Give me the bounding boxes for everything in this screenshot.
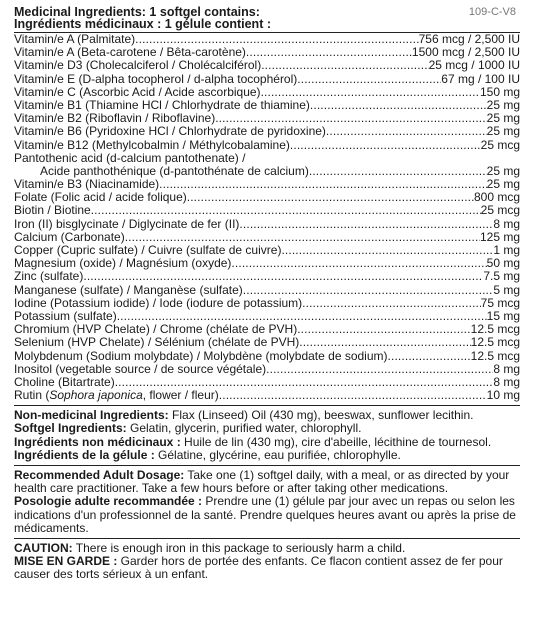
ingredient-amount: 7.5 mg	[483, 270, 520, 284]
leader-dots	[309, 165, 487, 178]
ingredient-row	[14, 46, 520, 59]
ingredient-amount: 25 mg	[486, 178, 520, 192]
ingredient-row	[14, 59, 520, 72]
leader-dots	[219, 389, 487, 402]
leader-dots	[231, 257, 486, 270]
ingredient-amount: 12.5 mcg	[470, 323, 520, 337]
leader-dots	[261, 59, 428, 72]
ingredient-name: Potassium (sulfate)	[14, 309, 117, 323]
ingredient-row	[14, 336, 520, 349]
rutin-latin-name: Sophora japonica	[49, 389, 143, 403]
leader-dots	[91, 204, 481, 217]
ingredient-row	[14, 270, 520, 283]
leader-dots	[266, 363, 493, 376]
ingredient-row	[14, 33, 520, 46]
leader-dots	[388, 350, 471, 363]
ingredient-row	[14, 389, 520, 402]
ingredient-amount: 8 mg	[493, 362, 520, 376]
ingredient-name: Chromium (HVP Chelate) / Chrome (chélate de PVH)	[14, 323, 298, 337]
caution-section	[14, 542, 520, 582]
ingredient-row	[14, 376, 520, 389]
ingredient-name: Calcium (Carbonate)	[14, 230, 125, 244]
section-divider	[14, 405, 520, 406]
product-code: 109-C-V8	[468, 6, 516, 18]
ingredient-name: Vitamin/e B3 (Niacinamide)	[14, 178, 160, 192]
leader-dots	[135, 33, 418, 46]
ingredient-name: Copper (Cupric sulfate) / Cuivre (sulfate de cuivre)	[14, 244, 282, 257]
dosage-en: Recommended Adult Dosage: Take one (1) softgel daily, with a meal, or as directed by your health care practitioner. Take a few hours before or after taking other medications.	[14, 468, 510, 496]
medicinal-ingredients-list	[14, 33, 520, 402]
ingredient-name: Vitamin/e B2 (Riboflavin / Riboflavine)	[14, 112, 216, 126]
ingredient-row	[14, 231, 520, 244]
ingredient-name: Folate (Folic acid / acide folique)	[14, 191, 187, 205]
ingredient-name: Acide panthothénique (d-pantothénate de calcium)	[40, 164, 309, 178]
ingredient-row	[14, 257, 520, 270]
section-divider	[14, 538, 520, 539]
ingredient-name: Rutin (Sophora japonica, flower / fleur)	[14, 389, 219, 403]
softgel-ingredients-en: Softgel Ingredients: Gelatin, glycerin, purified water, chlorophyll.	[14, 421, 362, 436]
ingredient-amount: 25 mg	[486, 164, 520, 178]
dosage-fr: Posologie adulte recommandée : Prendre une (1) gélule par jour avec un repas ou selon les indications d'un professionnel de la santé. Prendre quelques heures avant ou après la prise de médicaments.	[14, 494, 516, 535]
leader-dots	[302, 297, 480, 310]
ingredient-amount: 10 mg	[486, 389, 520, 403]
ingredient-row	[14, 323, 520, 336]
leader-dots	[261, 86, 480, 99]
ingredient-amount: 25 mg	[486, 98, 520, 112]
leader-dots	[281, 244, 493, 257]
leader-dots	[326, 125, 487, 138]
ingredient-name: Vitamin/e B1 (Thiamine HCl / Chlorhydrate de thiamine)	[14, 98, 310, 112]
ingredient-amount: 8 mg	[493, 375, 520, 389]
ingredient-amount: 67 mg / 100 IU	[441, 72, 520, 86]
ingredient-amount: 5 mg	[493, 283, 520, 297]
ingredient-amount: 75 mcg	[480, 296, 520, 310]
leader-dots	[297, 323, 470, 336]
ingredient-row	[14, 139, 520, 152]
nonmedicinal-section	[14, 409, 520, 462]
ingredient-name: Vitamin/e B6 (Pyridoxine HCl / Chlorhydrate de pyridoxine)	[14, 125, 326, 139]
ingredient-name: Zinc (sulfate)	[14, 270, 84, 284]
leader-dots	[215, 112, 486, 125]
label-header	[14, 6, 520, 30]
ingredient-amount: 150 mg	[479, 85, 520, 99]
ingredient-row	[14, 86, 520, 99]
ingredient-row	[14, 310, 520, 323]
ingredient-row	[14, 244, 520, 257]
ingredient-amount: 12.5 mcg	[470, 336, 520, 350]
ingredient-amount: 15 mg	[486, 309, 520, 323]
ingredient-row	[14, 125, 520, 138]
leader-dots	[243, 284, 494, 297]
leader-dots	[310, 99, 487, 112]
ingredient-name: Inositol (vegetable source / de source végétale)	[14, 362, 267, 376]
leader-dots	[239, 218, 493, 231]
ingredient-name: Vitamin/e D3 (Cholecalciferol / Cholécalciférol)	[14, 59, 262, 73]
leader-dots	[83, 270, 483, 283]
ingredient-name: Vitamin/e B12 (Methylcobalmin / Méthylcobalamine)	[14, 138, 290, 152]
ingredient-amount: 125 mg	[479, 230, 520, 244]
ingredient-pantothenic-line1: Pantothenic acid (d-calcium pantothenate) /	[14, 150, 246, 165]
ingredient-row	[14, 112, 520, 125]
ingredient-name: Vitamin/e A (Palmitate)	[14, 33, 136, 46]
ingredient-row	[14, 73, 520, 86]
ingredient-row	[14, 218, 520, 231]
ingredient-row	[14, 363, 520, 376]
ingredient-amount: 1500 mcg / 2,500 IU	[411, 46, 520, 60]
ingredient-amount: 800 mcg	[473, 191, 520, 205]
ingredient-row	[14, 178, 520, 191]
leader-dots	[290, 139, 481, 152]
leader-dots	[159, 178, 486, 191]
ingredient-row	[14, 297, 520, 310]
leader-dots	[117, 310, 487, 323]
ingredient-amount: 8 mg	[493, 217, 520, 231]
ingredient-name: Biotin / Biotine	[14, 204, 91, 218]
ingredient-name: Vitamin/e E (D-alpha tocopherol / d-alpha tocophérol)	[14, 72, 298, 86]
supplement-label	[14, 6, 520, 582]
ingredient-row	[14, 191, 520, 204]
ingredient-name: Selenium (HVP Chelate) / Sélénium (chélate de PVH)	[14, 336, 300, 350]
ingredient-amount: 25 mcg / 1000 IU	[428, 59, 520, 73]
ingredient-name: Vitamin/e C (Ascorbic Acid / Acide ascorbique)	[14, 85, 261, 99]
ingredient-amount: 1 mg	[493, 244, 520, 257]
ingredient-row	[14, 165, 520, 178]
ingredient-row	[14, 99, 520, 112]
ingredient-name: Magnesium (oxide) / Magnésium (oxyde)	[14, 257, 232, 271]
ingredient-row	[14, 284, 520, 297]
nonmedicinal-fr: Ingrédients non médicinaux : Huile de lin (430 mg), cire d'abeille, lécithine de tournesol.	[14, 434, 492, 449]
ingredient-amount: 50 mg	[486, 257, 520, 271]
ingredient-name: Vitamin/e A (Beta-carotene / Bêta-carotène)	[14, 46, 246, 60]
leader-dots	[125, 231, 480, 244]
title-english: Medicinal Ingredients: 1 softgel contains:	[14, 5, 260, 19]
ingredient-amount: 25 mcg	[480, 204, 520, 218]
ingredient-row	[14, 350, 520, 363]
ingredient-amount: 25 mg	[486, 112, 520, 126]
leader-dots	[115, 376, 494, 389]
section-divider	[14, 465, 520, 466]
dosage-section	[14, 469, 520, 535]
ingredient-amount: 25 mg	[486, 125, 520, 139]
ingredient-name: Manganese (sulfate) / Manganèse (sulfate)	[14, 283, 243, 297]
ingredient-name: Iron (II) bisglycinate / Diglycinate de fer (II)	[14, 217, 240, 231]
leader-dots	[246, 46, 412, 59]
ingredient-name: Iodine (Potassium iodide) / Iode (iodure de potassium)	[14, 296, 303, 310]
softgel-ingredients-fr: Ingrédients de la gélule : Gélatine, glycérine, eau purifiée, chlorophylle.	[14, 447, 401, 462]
ingredient-amount: 12.5 mcg	[470, 349, 520, 363]
caution-en: CAUTION: There is enough iron in this package to seriously harm a child.	[14, 541, 406, 556]
leader-dots	[187, 191, 474, 204]
ingredient-row	[14, 204, 520, 217]
ingredient-amount: 25 mcg	[480, 138, 520, 152]
ingredient-amount: 756 mcg / 2,500 IU	[418, 33, 520, 46]
ingredient-name: Molybdenum (Sodium molybdate) / Molybdène (molybdate de sodium)	[14, 349, 388, 363]
leader-dots	[299, 336, 470, 349]
leader-dots	[297, 73, 441, 86]
title-french: Ingrédients médicinaux : 1 gélule contient :	[14, 17, 271, 31]
ingredient-name: Choline (Bitartrate)	[14, 375, 115, 389]
nonmedicinal-en: Non-medicinal Ingredients: Flax (Linseed) Oil (430 mg), beeswax, sunflower lecithin.	[14, 408, 474, 423]
caution-fr: MISE EN GARDE : Garder hors de portée des enfants. Ce flacon contient assez de fer pour causer des torts sérieux à un enfant.	[14, 554, 503, 582]
